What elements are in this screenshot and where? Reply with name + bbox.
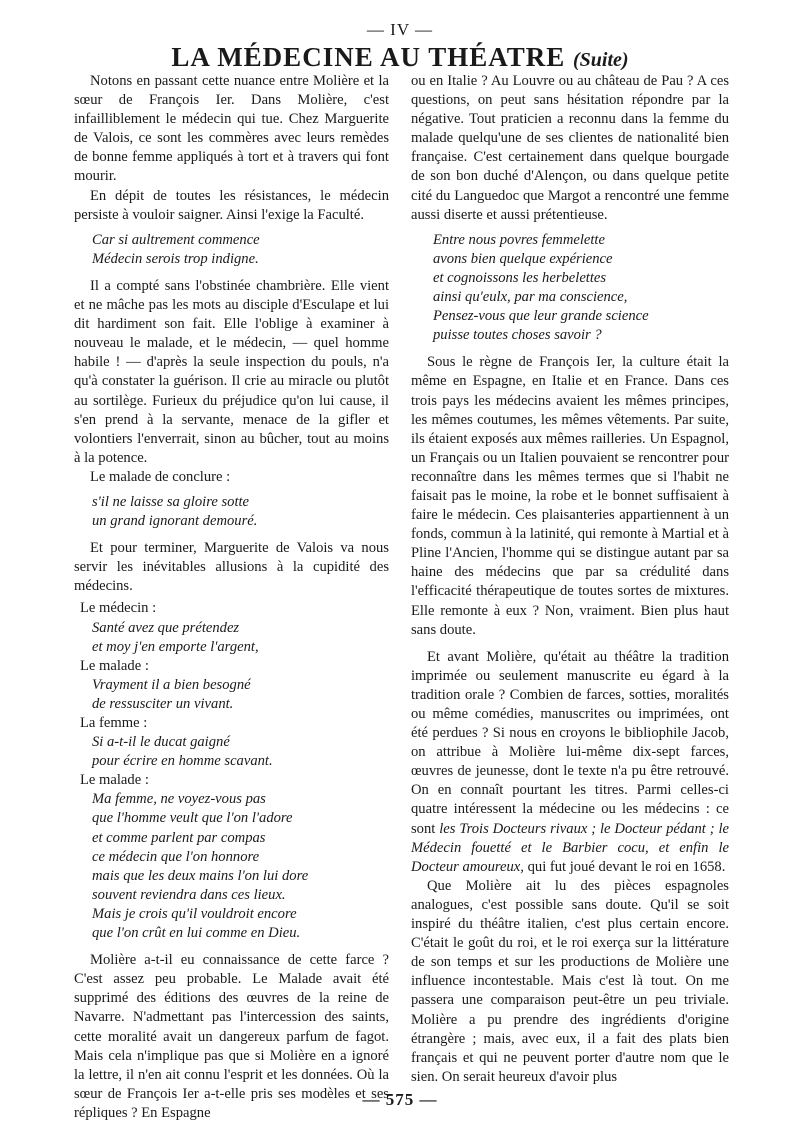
dialogue: [74, 599, 389, 943]
paragraph: Que Molière ait lu des pièces espagnoles analogues, c'est possible sans doute. Qu'il se soit inspiré du théâtre italien, c'est plus certain encore. C'était le goût du roi, et le roi exerça sur la littérature de son temps et sur les productions de Molière une influence incontestable. Mais c'est là tout. On me passera une comparaison peut-être un peu triviale. Molière a pu prendre des ingrédients d'origine étrangère ; mais, avec eux, il a fait des plats bien français et qui ne peuvent porter d'autre nom que le sien. On serait heureux d'avoir plus: [411, 877, 729, 1085]
speaker-label: Le malade :: [80, 772, 149, 789]
speaker-label: Le médecin :: [80, 600, 157, 617]
verse-line: ce médecin que l'on honnore: [92, 848, 260, 865]
paragraph: Et pour terminer, Marguerite de Valois va nous servir les inévitables allusions à la cupidité des médecins.: [74, 540, 389, 595]
speaker-label: La femme :: [80, 715, 148, 731]
verse-line: ainsi qu'eulx, par ma conscience,: [433, 289, 628, 306]
verse-quote: [92, 733, 389, 771]
page-header-roman-number: — IV —: [366, 20, 434, 39]
verse-line: Vrayment il a bien besogné: [92, 676, 251, 693]
verse-line: Pensez-vous que leur grande science: [433, 308, 649, 325]
right-column: [411, 72, 729, 1087]
verse-quote: [92, 619, 389, 657]
verse-line: et comme parlent par compas: [92, 829, 266, 846]
verse-line: s'il ne laisse sa gloire sotte: [92, 493, 250, 510]
verse-line: Car si aultrement commence: [92, 231, 260, 248]
paragraph-text: Et avant Molière, qu'était au théâtre la tradition imprimée ou seulement manuscrite eu égard à la tradition orale ? Combien de farces, sotties, moralités ou même comédies, manuscrites ou imprimées, ont été perdues ? Si nous en croyons le bibliophile Jacob, on attribue à Molière lui-même dix-sept farces, œuvres de jeunesse, dont le texte n'a pu être retrouvé. On en connaît pourtant les titres. Parmi celles-ci quatre intéressent la médecine ou les médecins : ce sont: [411, 648, 729, 837]
verse-line: Si a-t-il le ducat gaigné: [92, 734, 230, 751]
verse-quote: [92, 790, 389, 943]
verse-quote: [433, 231, 729, 346]
verse-line: avons bien quelque expérience: [433, 250, 613, 267]
verse-line: un grand ignorant demouré.: [92, 513, 258, 530]
verse-quote: [92, 493, 389, 531]
paragraph: Le malade de conclure :: [90, 468, 231, 485]
paragraph: Il a compté sans l'obstinée chambrière. Elle vient et ne mâche pas les mots au disciple d'Esculape et lui dit hardiment son fait. Elle l'oblige à examiner à nouveau le malade, et le médecin, — quel homme habile ! — d'après la seule inspection du pouls, n'a qu'à constater la guérison. Il crie au miracle ou plutôt au sortilège. Furieux du préjudice qu'on lui cause, il s'en prend à la servante, menace de la gifler et volontiers l'enverrait, sinon au bûcher, tout au moins à la potence.: [74, 277, 389, 466]
paragraph: En dépit de toutes les résistances, le médecin persiste à vouloir saigner. Ainsi l'exige la Faculté.: [74, 187, 389, 223]
verse-line: et cognoissons les herbelettes: [433, 269, 607, 286]
page-number: — 575 —: [362, 1090, 438, 1109]
verse-line: Ma femme, ne voyez-vous pas: [92, 791, 266, 808]
verse-line: pour écrire en homme scavant.: [92, 753, 273, 770]
verse-quote: [92, 676, 389, 714]
verse-line: Entre nous povres femmelette: [433, 231, 605, 248]
verse-line: que l'on crût en lui comme en Dieu.: [92, 925, 301, 942]
paragraph: Sous le règne de François Ier, la culture était la même en Espagne, en Italie et en France. Dans ces trois pays les médecins avaient les mêmes principes, les mêmes coutumes, les mêmes vêtements. Par suite, ils étaient exposés aux mêmes railleries. Un Espagnol, un Français ou un Italien pouvaient se rencontrer pour reconnaître dans les mêmes termes que si l'habit ne faisait pas le moine, la robe et le bonnet suffisaient à faire le médecin. Ces plaisanteries appartiennent à un fonds, commun à la latinité, qui remonte à Martial et à Pline l'Ancien, l'homme qui se distingue autant par sa haine des médecins que par sa crédulité dans l'efficacité thérapeutique de toutes sortes de mixtures. Elle remonte à eux ? Non, vraiment. Bien plus haut sans doute.: [411, 354, 729, 638]
paragraph: [411, 648, 729, 877]
speaker-label: Le malade :: [80, 657, 149, 674]
farce-titles: les Trois Docteurs rivaux ; le Docteur pédant ; le Médecin fouetté et le Barbier cocu, et enfin le Docteur amoureux,: [411, 820, 729, 875]
verse-line: que l'homme veult que l'on l'adore: [92, 810, 293, 827]
left-column: [74, 72, 389, 1123]
article-title: [0, 42, 800, 73]
verse-line: souvent reviendra dans ces lieux.: [92, 886, 286, 903]
article-title-main: LA MÉDECINE AU THÉATRE: [171, 42, 566, 72]
verse-quote: [92, 231, 389, 269]
verse-line: Mais je crois qu'il vouldroit encore: [92, 905, 297, 922]
verse-line: de ressusciter un vivant.: [92, 695, 234, 712]
article-title-suite: (Suite): [573, 49, 629, 71]
paragraph-text: qui fut joué devant le roi en 1658.: [527, 858, 726, 875]
verse-line: Santé avez que prétendez: [92, 619, 240, 636]
paragraph: Molière a-t-il eu connaissance de cette farce ? C'est assez peu probable. Le Malade avait été supprimé des éditions des œuvres de la reine de Navarre. N'admettant pas l'intercession des saints, cette moralité avait un dangereux parfum de fagot. Mais cela n'implique pas que si Molière en a ignoré la lettre, il n'en ait connu l'esprit et les données. Où la sœur de François Ier a-t-elle pris ses modèles et ses répliques ? En Espagne: [74, 952, 389, 1121]
verse-line: Médecin serois trop indigne.: [92, 250, 259, 267]
verse-line: mais que les deux mains l'on lui dore: [92, 867, 309, 884]
verse-line: et moy j'en emporte l'argent,: [92, 638, 259, 655]
paragraph: ou en Italie ? Au Louvre ou au château de Pau ? A ces questions, on peut sans hésitation répondre par la négative. Tout praticien a reconnu dans la femme du malade quelqu'une de ses clientes de nationalité bien française. C'est certainement dans quelque bourgade de son bon duché d'Alençon, ou dans quelque petite cité du Languedoc que Margot a rencontré une femme aussi diserte et aussi prétentieuse.: [411, 73, 729, 223]
verse-line: puisse toutes choses savoir ?: [433, 327, 602, 344]
paragraph: Notons en passant cette nuance entre Molière et la sœur de François Ier. Dans Molière, c'est infailliblement le médecin qui tue. Chez Marguerite de Valois, ce sont les commères avec leurs remèdes de bonne femme appliqués à tort et à travers qui font mourir.: [74, 73, 389, 185]
